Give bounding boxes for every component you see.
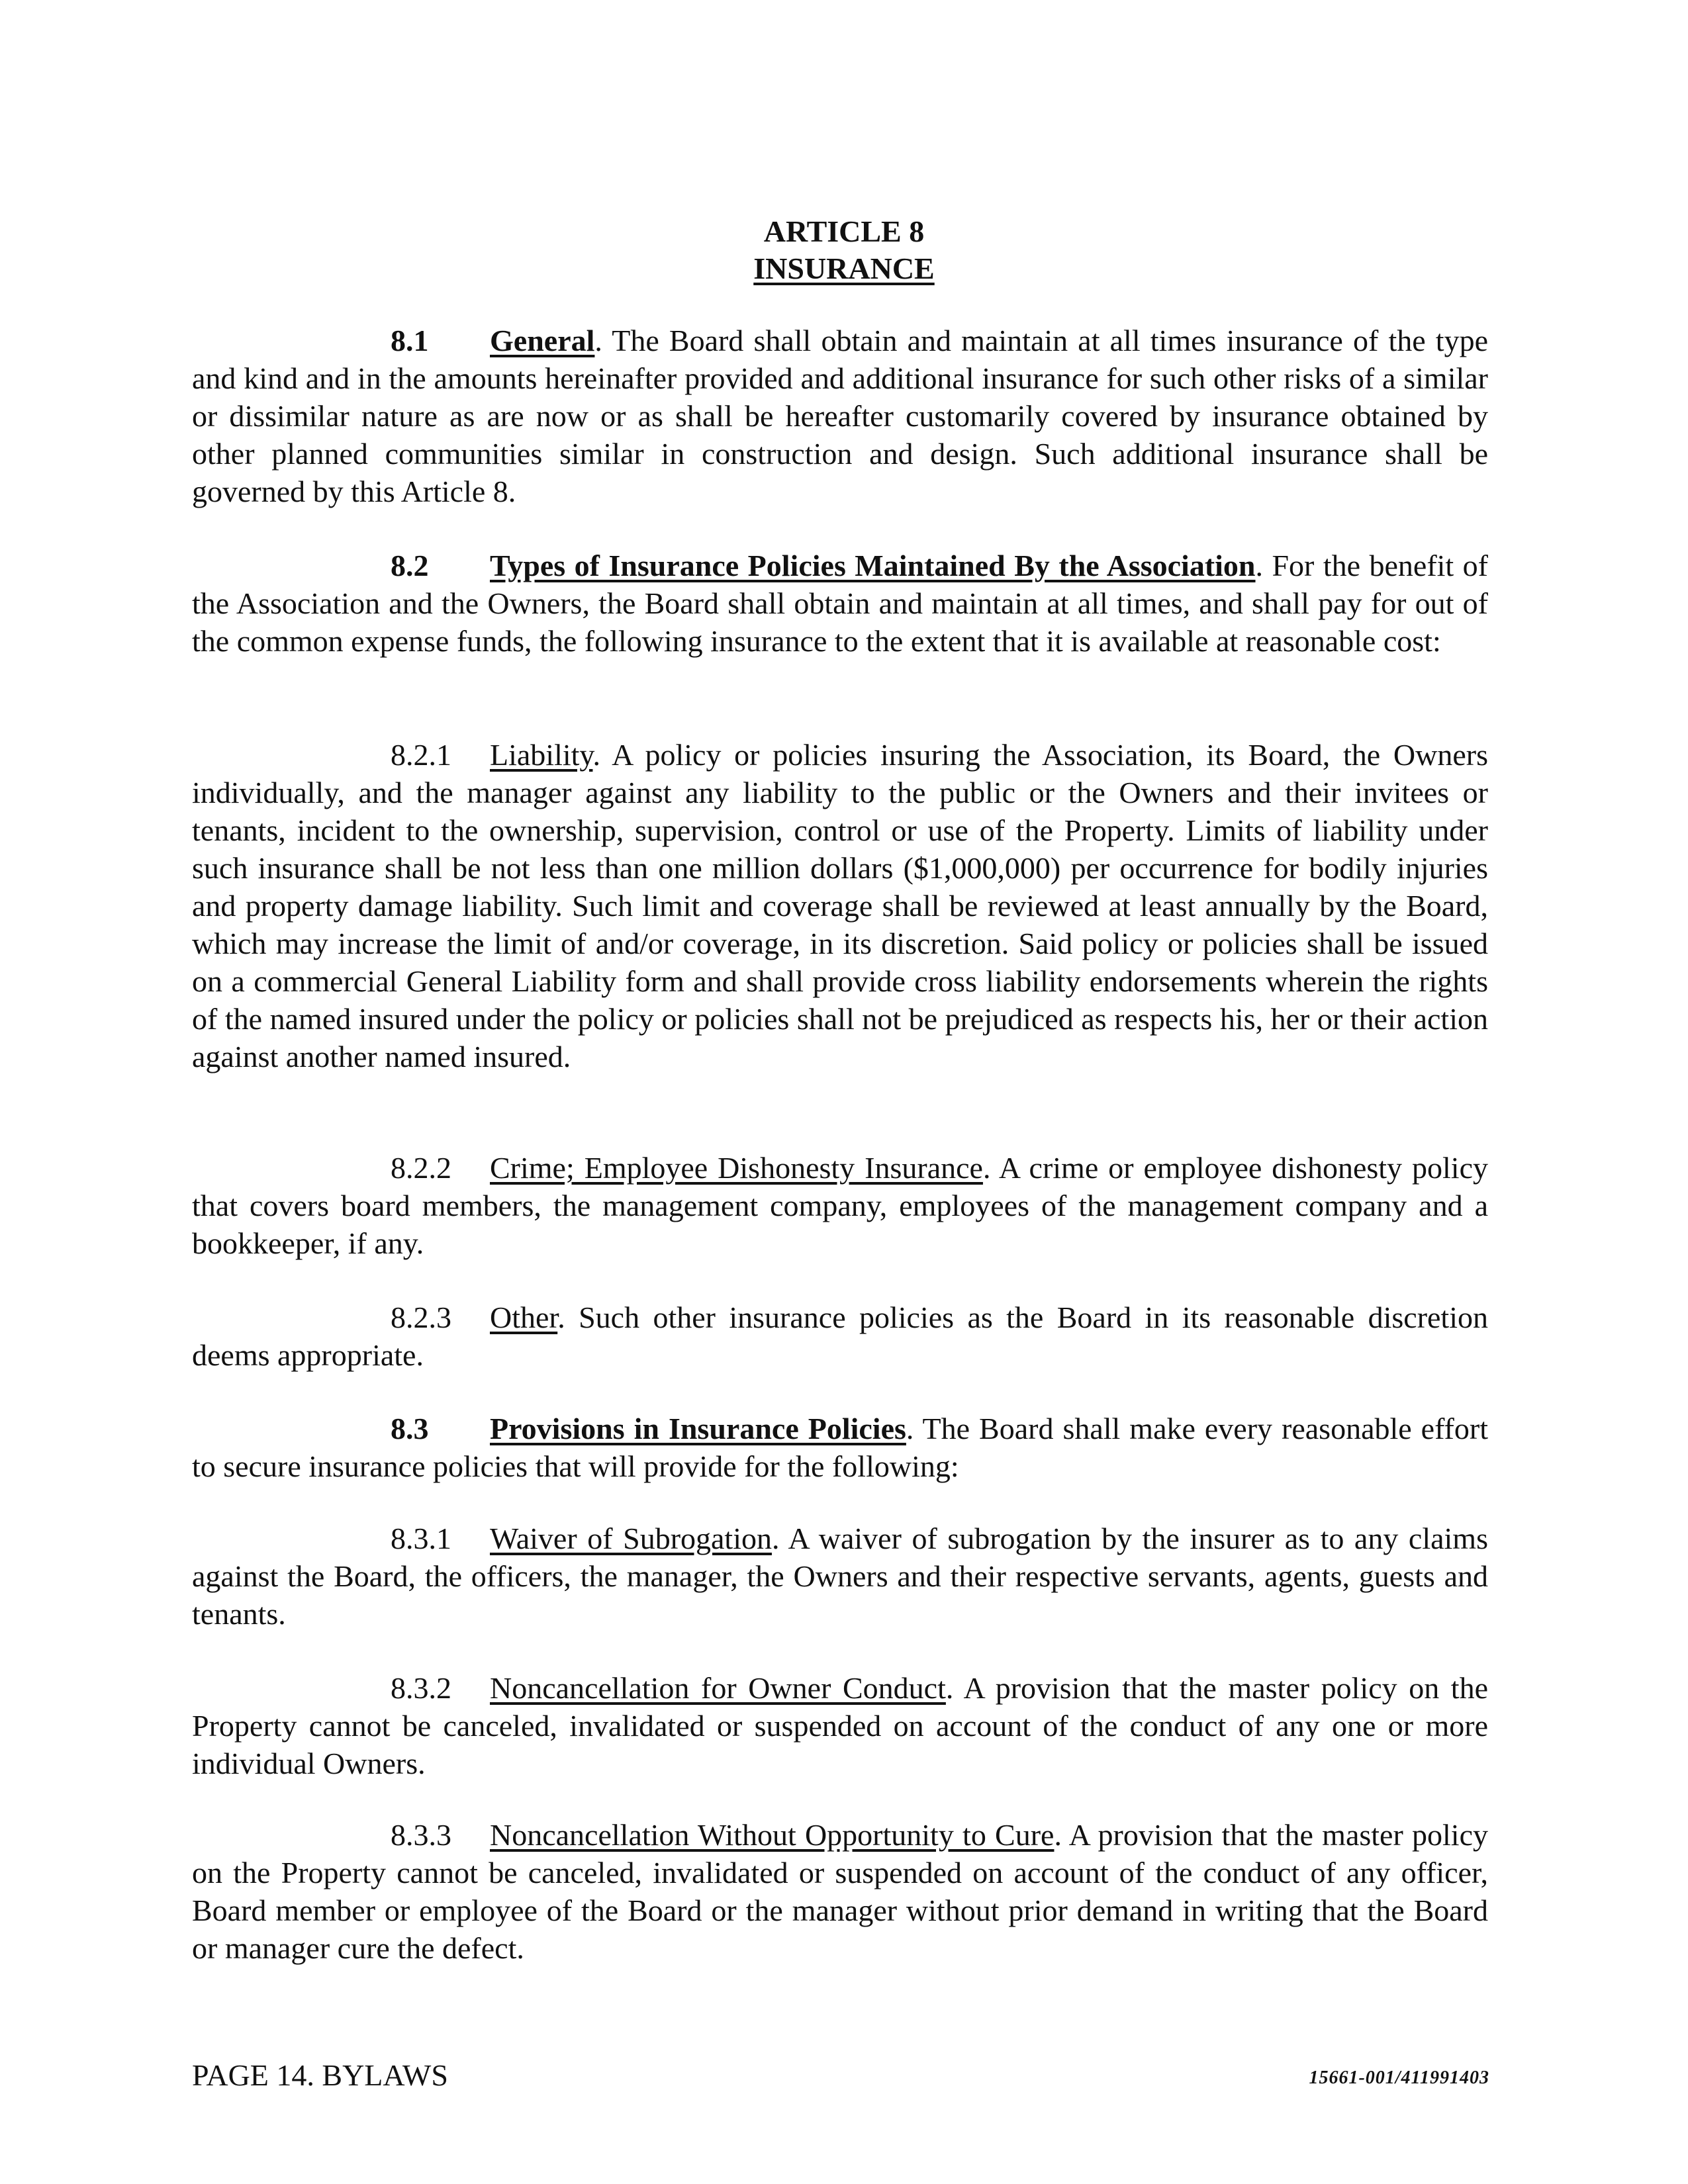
section-title: Noncancellation for Owner Conduct: [490, 1671, 946, 1705]
page-footer-label: PAGE 14. BYLAWS: [192, 2058, 448, 2092]
section-number: 8.2.2: [391, 1151, 451, 1185]
document-id: 15661-001/411991403: [1309, 2068, 1489, 2088]
section-title: Liability: [490, 738, 593, 772]
section-title: Waiver of Subrogation: [490, 1522, 772, 1555]
article-title-text: INSURANCE: [753, 251, 935, 285]
section-number: 8.3: [391, 1412, 429, 1445]
section-title: Provisions in Insurance Policies: [490, 1412, 906, 1445]
section-text: . For the benefit of the Association and the Owners, the Board shall obtain and maintain at all times, and shall pay for out of the common expense funds, the following insurance to the extent that it is available at reasonable cost:: [192, 549, 1488, 658]
section-text: . The Board shall obtain and maintain at all times insurance of the type and kind and in the amounts hereinafter provided and additional insurance for such other risks of a similar or dissimilar nature as are now or as shall be hereafter customarily covered by insurance obtained by other planned communities similar in construction and design. Such additional insurance shall be governed by this Article 8.: [192, 324, 1488, 508]
section-number: 8.3.1: [391, 1522, 451, 1555]
section-title: General: [490, 324, 595, 357]
section-8-3: [192, 1410, 1488, 1485]
section-text: . A policy or policies insuring the Association, its Board, the Owners individually, and the manager against any liability to the public or the Owners and their invitees or tenants, incident to the ownership, supervision, control or use of the Property. Limits of liability under such insurance shall be not less than one million dollars ($1,000,000) per occurrence for bodily injuries and property damage liability. Such limit and coverage shall be reviewed at least annually by the Board, which may increase the limit of and/or coverage, in its discretion. Said policy or policies shall be issued on a commercial General Liability form and shall provide cross liability endorsements wherein the rights of the named insured under the policy or policies shall not be prejudiced as respects his, her or their action against another named insured.: [192, 738, 1488, 1073]
section-text: . A waiver of subrogation by the insurer as to any claims against the Board, the officers, the manager, the Owners and their respective servants, agents, guests and tenants.: [192, 1522, 1488, 1631]
section-8-2-3: [192, 1298, 1488, 1374]
article-title: [0, 250, 1688, 287]
section-8-1: [192, 322, 1488, 510]
section-number: 8.3.2: [391, 1671, 451, 1705]
article-number: ARTICLE 8: [763, 214, 925, 248]
section-text: . A provision that the master policy on the Property cannot be canceled, invalidated or suspended on account of the conduct of any one or more individual Owners.: [192, 1671, 1488, 1780]
section-number: 8.2.1: [391, 738, 451, 772]
section-title: Crime; Employee Dishonesty Insurance: [490, 1151, 983, 1185]
section-8-3-2: [192, 1669, 1488, 1782]
section-number: 8.1: [391, 324, 429, 357]
section-text: . Such other insurance policies as the Board in its reasonable discretion deems appropriate.: [192, 1300, 1488, 1372]
section-8-2-2: [192, 1149, 1488, 1262]
section-number: 8.2.3: [391, 1300, 451, 1334]
section-title: Other: [490, 1300, 558, 1334]
section-8-2: [192, 547, 1488, 660]
section-text: . The Board shall make every reasonable effort to secure insurance policies that will provide for the following:: [192, 1412, 1488, 1483]
section-text: . A provision that the master policy on the Property cannot be canceled, invalidated or suspended on account of the conduct of any officer, Board member or employee of the Board or the manager without prior demand in writing that the Board or manager cure the defect.: [192, 1818, 1488, 1965]
section-title: Types of Insurance Policies Maintained By the Association: [490, 549, 1256, 582]
section-8-3-3: [192, 1816, 1488, 1967]
section-text: . A crime or employee dishonesty policy that covers board members, the management company, employees of the management company and a bookkeeper, if any.: [192, 1151, 1488, 1260]
section-number: 8.3.3: [391, 1818, 451, 1852]
section-8-3-1: [192, 1520, 1488, 1633]
section-title: Noncancellation Without Opportunity to Cure: [490, 1818, 1055, 1852]
section-8-2-1: [192, 736, 1488, 1075]
section-number: 8.2: [391, 549, 429, 582]
